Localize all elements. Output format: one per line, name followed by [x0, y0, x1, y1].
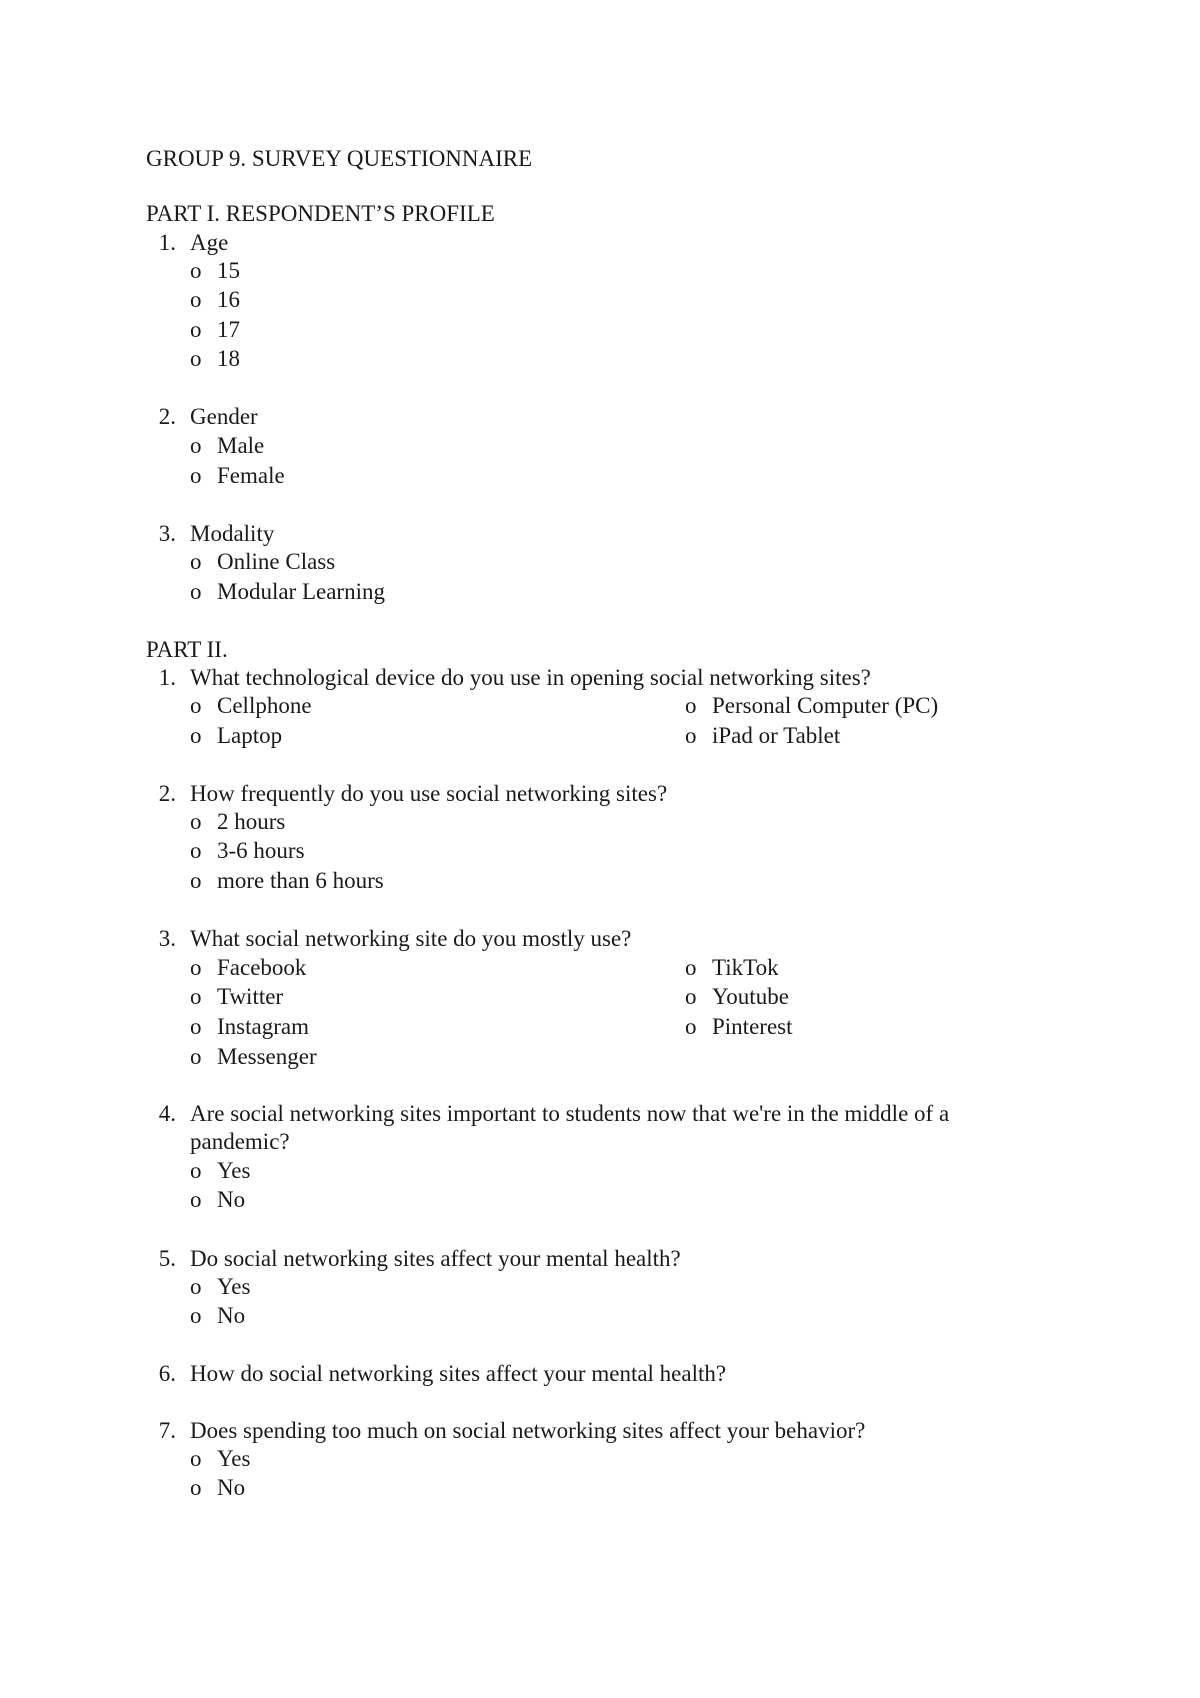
- part2-q4-text-line1: Are social networking sites important to students now that we're in the middle of a: [190, 1101, 950, 1126]
- option-circle-icon: o: [190, 1014, 202, 1039]
- option-circle-icon: o: [190, 1044, 202, 1069]
- part1-q1-option[interactable]: o 15: [190, 258, 240, 283]
- part2-q2-text: How frequently do you use social networking sites?: [190, 781, 668, 806]
- part2-q5-number: 5.: [158, 1246, 176, 1271]
- part1-q1-number: 1.: [158, 230, 176, 255]
- option-circle-icon: o: [685, 1014, 697, 1039]
- option-circle-icon: o: [190, 809, 202, 834]
- part1-q3-option[interactable]: o Modular Learning: [190, 579, 385, 604]
- part2-q3-option[interactable]: o Youtube: [685, 984, 789, 1009]
- part2-heading: PART II.: [146, 637, 228, 662]
- part2-q3-option[interactable]: o Twitter: [190, 984, 284, 1009]
- part1-q1-option[interactable]: o 17: [190, 317, 240, 342]
- part2-q7-number: 7.: [158, 1418, 176, 1443]
- part1-q2-option[interactable]: o Female: [190, 463, 285, 488]
- option-circle-icon: o: [190, 1187, 202, 1212]
- option-circle-icon: o: [190, 463, 202, 488]
- part2-q3-option[interactable]: o TikTok: [685, 955, 779, 980]
- part1-q2-text: Gender: [190, 404, 258, 429]
- part2-q3-text: What social networking site do you mostly use?: [190, 926, 632, 951]
- option-circle-icon: o: [190, 317, 202, 342]
- part1-q2-option[interactable]: o Male: [190, 433, 265, 458]
- part2-q2-number: 2.: [158, 781, 176, 806]
- option-circle-icon: o: [190, 1446, 202, 1471]
- part1-q2-number: 2.: [158, 404, 176, 429]
- part2-q1-option[interactable]: o Laptop: [190, 723, 283, 748]
- option-circle-icon: o: [190, 1303, 202, 1328]
- part2-q4-text-line2: pandemic?: [190, 1129, 290, 1154]
- part2-q4-option[interactable]: o Yes: [190, 1158, 251, 1183]
- part2-q6-text: How do social networking sites affect your mental health?: [190, 1361, 727, 1386]
- part2-q1-option[interactable]: o iPad or Tablet: [685, 723, 841, 748]
- option-circle-icon: o: [685, 693, 697, 718]
- part2-q7-text: Does spending too much on social networking sites affect your behavior?: [190, 1418, 866, 1443]
- part2-q3-option[interactable]: o Facebook: [190, 955, 307, 980]
- part2-q3-option[interactable]: o Messenger: [190, 1044, 317, 1069]
- part1-q1-option[interactable]: o 18: [190, 346, 240, 371]
- part2-q4-option[interactable]: o No: [190, 1187, 246, 1212]
- part1-q3-option[interactable]: o Online Class: [190, 549, 336, 574]
- part2-q3-number: 3.: [158, 926, 176, 951]
- option-circle-icon: o: [190, 1158, 202, 1183]
- option-circle-icon: o: [190, 1475, 202, 1500]
- part1-q1-text: Age: [190, 230, 229, 255]
- part1-q3-number: 3.: [158, 521, 176, 546]
- option-circle-icon: o: [190, 955, 202, 980]
- option-circle-icon: o: [190, 868, 202, 893]
- part2-q1-option[interactable]: o Personal Computer (PC): [685, 693, 939, 718]
- option-circle-icon: o: [190, 549, 202, 574]
- part1-q3-text: Modality: [190, 521, 275, 546]
- part2-q2-option[interactable]: o more than 6 hours: [190, 868, 384, 893]
- option-circle-icon: o: [190, 723, 202, 748]
- part2-q3-option[interactable]: o Pinterest: [685, 1014, 793, 1039]
- option-circle-icon: o: [190, 984, 202, 1009]
- option-circle-icon: o: [685, 723, 697, 748]
- option-circle-icon: o: [190, 838, 202, 863]
- part2-q3-option[interactable]: o Instagram: [190, 1014, 309, 1039]
- option-circle-icon: o: [685, 984, 697, 1009]
- part1-heading: PART I. RESPONDENT’S PROFILE: [146, 201, 495, 226]
- part2-q5-option[interactable]: o Yes: [190, 1274, 251, 1299]
- option-circle-icon: o: [190, 433, 202, 458]
- part2-q7-option[interactable]: o Yes: [190, 1446, 251, 1471]
- part2-q5-option[interactable]: o No: [190, 1303, 246, 1328]
- part1-q1-option[interactable]: o 16: [190, 287, 240, 312]
- part2-q1-number: 1.: [158, 665, 176, 690]
- part2-q5-text: Do social networking sites affect your mental health?: [190, 1246, 681, 1271]
- part2-q1-option[interactable]: o Cellphone: [190, 693, 312, 718]
- part2-q4-number: 4.: [158, 1101, 176, 1126]
- option-circle-icon: o: [685, 955, 697, 980]
- document-title: GROUP 9. SURVEY QUESTIONNAIRE: [146, 146, 533, 171]
- option-circle-icon: o: [190, 258, 202, 283]
- part2-q6-number: 6.: [158, 1361, 176, 1386]
- part2-q2-option[interactable]: o 3-6 hours: [190, 838, 305, 863]
- part2-q7-option[interactable]: o No: [190, 1475, 246, 1500]
- option-circle-icon: o: [190, 693, 202, 718]
- part2-q2-option[interactable]: o 2 hours: [190, 809, 286, 834]
- option-circle-icon: o: [190, 346, 202, 371]
- option-circle-icon: o: [190, 579, 202, 604]
- option-circle-icon: o: [190, 287, 202, 312]
- option-circle-icon: o: [190, 1274, 202, 1299]
- part2-q1-text: What technological device do you use in opening social networking sites?: [190, 665, 871, 690]
